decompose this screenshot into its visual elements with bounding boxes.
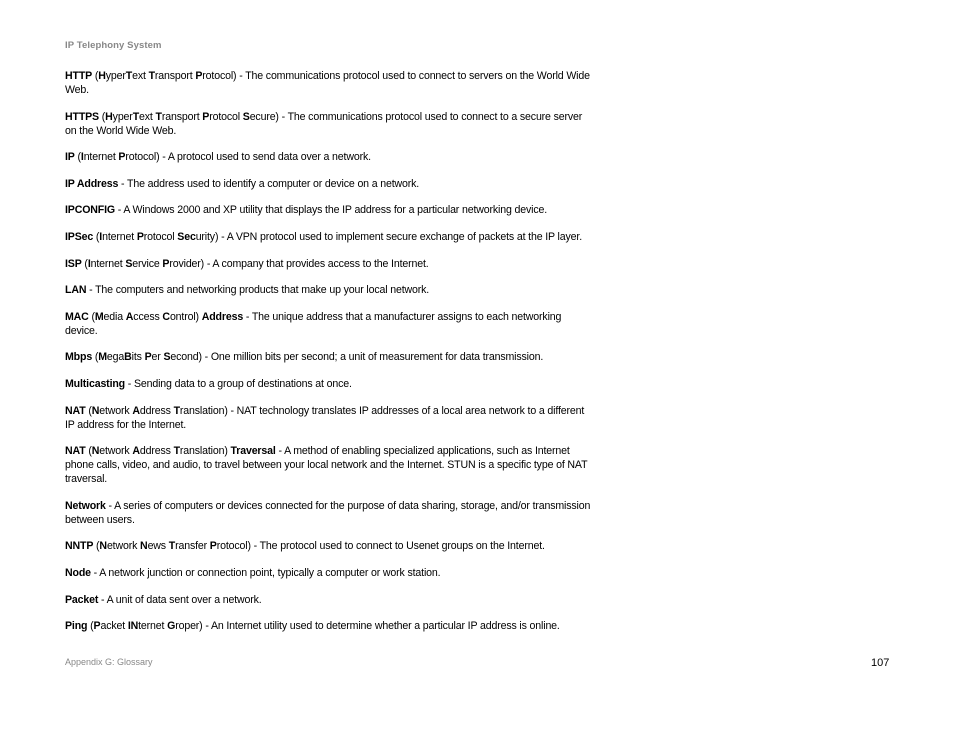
term-bold-text: Address xyxy=(201,310,244,323)
glossary-entry-ipsec xyxy=(65,230,593,244)
definition-text: yper xyxy=(112,110,133,123)
definition-text: ransport xyxy=(154,70,196,82)
term-bold-text: M xyxy=(94,310,104,323)
definition-text: ranslation) - NAT technology translates IP addresses of a local area network to a different IP address for the Internet. xyxy=(65,404,585,431)
glossary-entry-ping xyxy=(65,619,593,633)
definition-text: yper xyxy=(105,70,126,82)
term-bold-text: T xyxy=(155,110,162,123)
term-bold-text: M xyxy=(98,351,107,364)
definition-text: ( xyxy=(85,445,92,458)
term-bold-text: T xyxy=(125,70,133,82)
term-bold-text: T xyxy=(148,70,155,82)
definition-text: nternet xyxy=(83,151,119,164)
glossary-entry-multicasting xyxy=(65,377,593,391)
term-bold-text: T xyxy=(168,540,176,553)
definition-text: - A unit of data sent over a network. xyxy=(98,593,262,606)
definition-text: etwork xyxy=(106,540,141,553)
definition-text: - Sending data to a group of destinations at once. xyxy=(125,377,352,390)
term-bold-text: IP Address xyxy=(65,177,119,190)
definition-text: - A method of enabling specialized applications, such as Internet phone calls, video, and audio, to travel between your local network and the Internet. STUN is a specific type of NAT traversal. xyxy=(65,445,588,486)
term-bold-text: S xyxy=(163,351,171,364)
definition-text: edia xyxy=(103,310,126,323)
term-bold-text: MAC xyxy=(65,310,89,323)
term-bold-text: T xyxy=(173,404,180,417)
term-bold-text: C xyxy=(162,310,170,323)
term-bold-text: P xyxy=(202,110,210,123)
glossary-entry-lan xyxy=(65,283,593,297)
definition-text: ( xyxy=(85,404,92,417)
term-bold-text: T xyxy=(173,445,180,458)
definition-text: ( xyxy=(98,110,106,123)
definition-text: rovider) - A company that provides access to the Internet. xyxy=(169,257,429,270)
term-bold-text: Mbps xyxy=(65,351,93,364)
glossary-entry-node xyxy=(65,566,593,580)
term-bold-text: ISP xyxy=(65,257,82,270)
glossary-entry-packet xyxy=(65,593,593,607)
definition-text: econd) - One million bits per second; a unit of measurement for data transmission. xyxy=(170,351,544,364)
definition-text: nternet xyxy=(102,230,137,243)
term-bold-text: T xyxy=(132,110,140,123)
glossary-entries xyxy=(65,69,593,646)
definition-text: ervice xyxy=(132,257,163,270)
glossary-entry-ip-address xyxy=(65,177,593,191)
term-bold-text: P xyxy=(93,620,101,633)
glossary-entry-nat-traversal xyxy=(65,444,593,486)
term-bold-text: IN xyxy=(127,620,139,633)
glossary-entry-nntp xyxy=(65,539,593,553)
term-bold-text: HTTPS xyxy=(65,110,99,123)
glossary-entry-https xyxy=(65,110,593,138)
definition-text: ( xyxy=(93,230,100,243)
definition-text: ( xyxy=(81,257,88,270)
term-bold-text: H xyxy=(98,70,106,82)
definition-text: ( xyxy=(87,620,94,633)
definition-text: roper) - An Internet utility used to determine whether a particular IP address is online. xyxy=(175,620,560,633)
term-bold-text: IPCONFIG xyxy=(65,204,116,217)
term-bold-text: Traversal xyxy=(230,445,276,458)
term-bold-text: Sec xyxy=(177,230,196,243)
definition-text: ega xyxy=(106,351,125,364)
definition-text: ews xyxy=(147,540,169,553)
term-bold-text: N xyxy=(91,445,100,458)
glossary-entry-nat xyxy=(65,404,593,432)
term-bold-text: NAT xyxy=(65,404,86,417)
glossary-entry-isp xyxy=(65,257,593,271)
definition-text: ddress xyxy=(139,445,174,458)
term-bold-text: I xyxy=(80,151,84,164)
glossary-entry-network xyxy=(65,499,593,527)
term-bold-text: N xyxy=(91,404,100,417)
definition-text: - A network junction or connection point, typically a computer or work station. xyxy=(90,566,441,579)
definition-text: - The unique address that a manufacturer assigns to each networking device. xyxy=(65,310,562,337)
term-bold-text: A xyxy=(125,310,134,323)
definition-text: ontrol) xyxy=(169,310,202,323)
term-bold-text: H xyxy=(105,110,113,123)
term-bold-text: NNTP xyxy=(65,540,94,553)
definition-text: ecure) - The communications protocol used to connect to a secure server on the World Wide Web. xyxy=(65,110,583,137)
glossary-entry-http xyxy=(65,69,593,97)
definition-text: acket xyxy=(100,620,128,633)
term-bold-text: Ping xyxy=(65,620,88,633)
definition-text: ccess xyxy=(133,310,163,323)
definition-text: ( xyxy=(88,310,95,323)
glossary-entry-mac xyxy=(65,310,593,338)
page-number: 107 xyxy=(871,657,890,669)
term-bold-text: P xyxy=(136,230,144,243)
definition-text: ( xyxy=(93,540,100,553)
term-bold-text: P xyxy=(209,540,217,553)
definition-text: er xyxy=(151,351,164,364)
definition-text: ext xyxy=(139,110,156,123)
definition-text: rotocol) - The protocol used to connect to Usenet groups on the Internet. xyxy=(216,540,545,553)
glossary-entry-ipconfig xyxy=(65,203,593,217)
definition-text: - A series of computers or devices connected for the purpose of data sharing, storage, and/or transmission between users. xyxy=(65,499,591,526)
term-bold-text: P xyxy=(162,257,170,270)
definition-text: rotocol) - A protocol used to send data over a network. xyxy=(125,151,371,164)
definition-text: nternet xyxy=(90,257,126,270)
term-bold-text: S xyxy=(125,257,133,270)
definition-text: ternet xyxy=(138,620,168,633)
definition-text: urity) - A VPN protocol used to implement secure exchange of packets at the IP layer. xyxy=(195,230,582,243)
term-bold-text: B xyxy=(124,351,132,364)
term-bold-text: A xyxy=(132,445,140,458)
term-bold-text: I xyxy=(87,257,91,270)
definition-text: rotocol) - The communications protocol used to connect to servers on the World Wide Web. xyxy=(65,70,590,96)
definition-text: ext xyxy=(132,70,149,82)
footer-section-title: Appendix G: Glossary xyxy=(65,657,153,667)
term-bold-text: Node xyxy=(65,566,91,579)
running-header: IP Telephony System xyxy=(65,40,162,51)
term-bold-text: P xyxy=(144,351,152,364)
term-bold-text: I xyxy=(99,230,103,243)
definition-text: - The computers and networking products that make up your local network. xyxy=(86,284,430,297)
term-bold-text: Network xyxy=(65,499,106,512)
definition-text: ( xyxy=(92,351,99,364)
term-bold-text: P xyxy=(195,70,203,82)
definition-text: rotocol xyxy=(209,110,243,123)
glossary-entry-ip xyxy=(65,150,593,164)
term-bold-text: Multicasting xyxy=(65,377,125,390)
term-bold-text: NAT xyxy=(65,445,86,458)
term-bold-text: A xyxy=(132,404,140,417)
definition-text: ( xyxy=(92,70,99,82)
term-bold-text: P xyxy=(118,151,126,164)
term-bold-text: N xyxy=(140,540,148,553)
term-bold-text: LAN xyxy=(65,284,87,297)
definition-text: ranslation) xyxy=(179,445,231,458)
definition-text: ransport xyxy=(161,110,203,123)
definition-text: rotocol xyxy=(143,230,178,243)
definition-text: ransfer xyxy=(175,540,210,553)
term-bold-text: HTTP xyxy=(65,70,93,82)
glossary-entry-mbps xyxy=(65,350,593,364)
definition-text: ddress xyxy=(139,404,174,417)
definition-text: ( xyxy=(74,151,81,164)
term-bold-text: N xyxy=(99,540,107,553)
term-bold-text: S xyxy=(242,110,250,123)
term-bold-text: G xyxy=(167,620,176,633)
definition-text: etwork xyxy=(99,404,133,417)
definition-text: - A Windows 2000 and XP utility that displays the IP address for a particular networking device. xyxy=(115,204,548,217)
term-bold-text: IP xyxy=(65,151,75,164)
term-bold-text: IPSec xyxy=(65,230,94,243)
definition-text: - The address used to identify a computer or device on a network. xyxy=(118,177,420,190)
definition-text: its xyxy=(131,351,145,364)
term-bold-text: Packet xyxy=(65,593,99,606)
definition-text: etwork xyxy=(99,445,133,458)
